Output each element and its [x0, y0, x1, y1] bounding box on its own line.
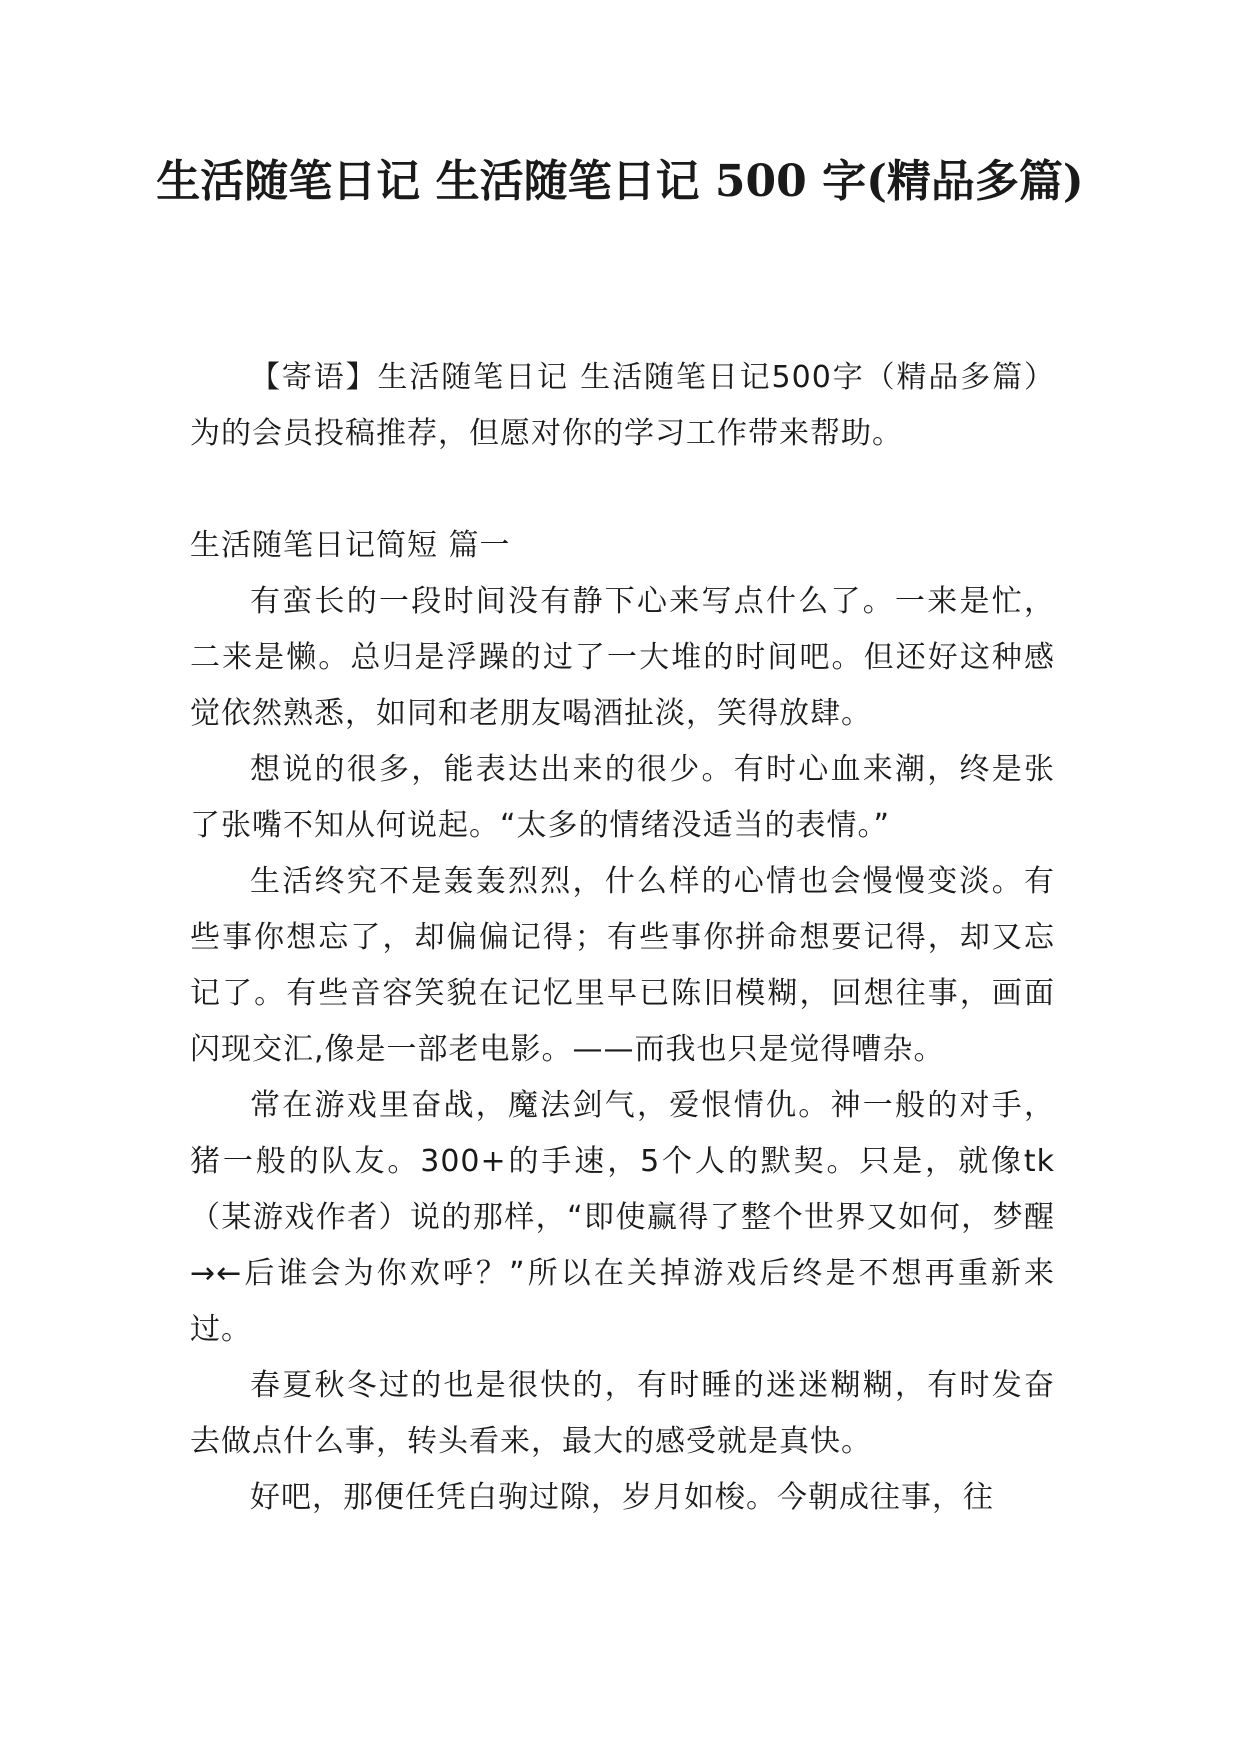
- body-paragraph: 想说的很多，能表达出来的很少。有时心血来潮，终是张了张嘴不知从何说起。“太多的情绪没适当的表情。”: [190, 752, 1055, 843]
- body-paragraph: 有蛮长的一段时间没有静下心来写点什么了。一来是忙，二来是懒。总归是浮躁的过了一大堆的时间吧。但还好这种感觉依然熟悉，如同和老朋友喝酒扯淡，笑得放肆。: [190, 584, 1055, 731]
- body-paragraph: 好吧，那便任凭白驹过隙，岁月如梭。今朝成往事，往: [250, 1480, 994, 1515]
- body-paragraph: 生活终究不是轰轰烈烈，什么样的心情也会慢慢变淡。有些事你想忘了，却偏偏记得；有些事你拼命想要记得，却又忘记了。有些音容笑貌在记忆里早已陈旧模糊，回想往事，画面闪现交汇,像是一部老电影。——而我也只是觉得嘈杂。: [190, 864, 1055, 1067]
- section-heading: 生活随笔日记简短 篇一: [190, 528, 511, 563]
- body-paragraph: 常在游戏里奋战，魔法剑气，爱恨情仇。神一般的对手，猪一般的队友。300+的手速，5个人的默契。只是，就像tk（某游戏作者）说的那样，“即使赢得了整个世界又如何，梦醒→←后谁会为你欢呼？”所以在关掉游戏后终是不想再重新来过。: [190, 1088, 1055, 1347]
- document-body: [190, 350, 1055, 1526]
- intro-paragraph: 【寄语】生活随笔日记 生活随笔日记500字（精品多篇）为的会员投稿推荐，但愿对你的学习工作带来帮助。: [190, 360, 1055, 451]
- body-paragraph: 春夏秋冬过的也是很快的，有时睡的迷迷糊糊，有时发奋去做点什么事，转头看来，最大的感受就是真快。: [190, 1368, 1055, 1459]
- document-title: 生活随笔日记 生活随笔日记 500 字(精品多篇): [156, 156, 1084, 207]
